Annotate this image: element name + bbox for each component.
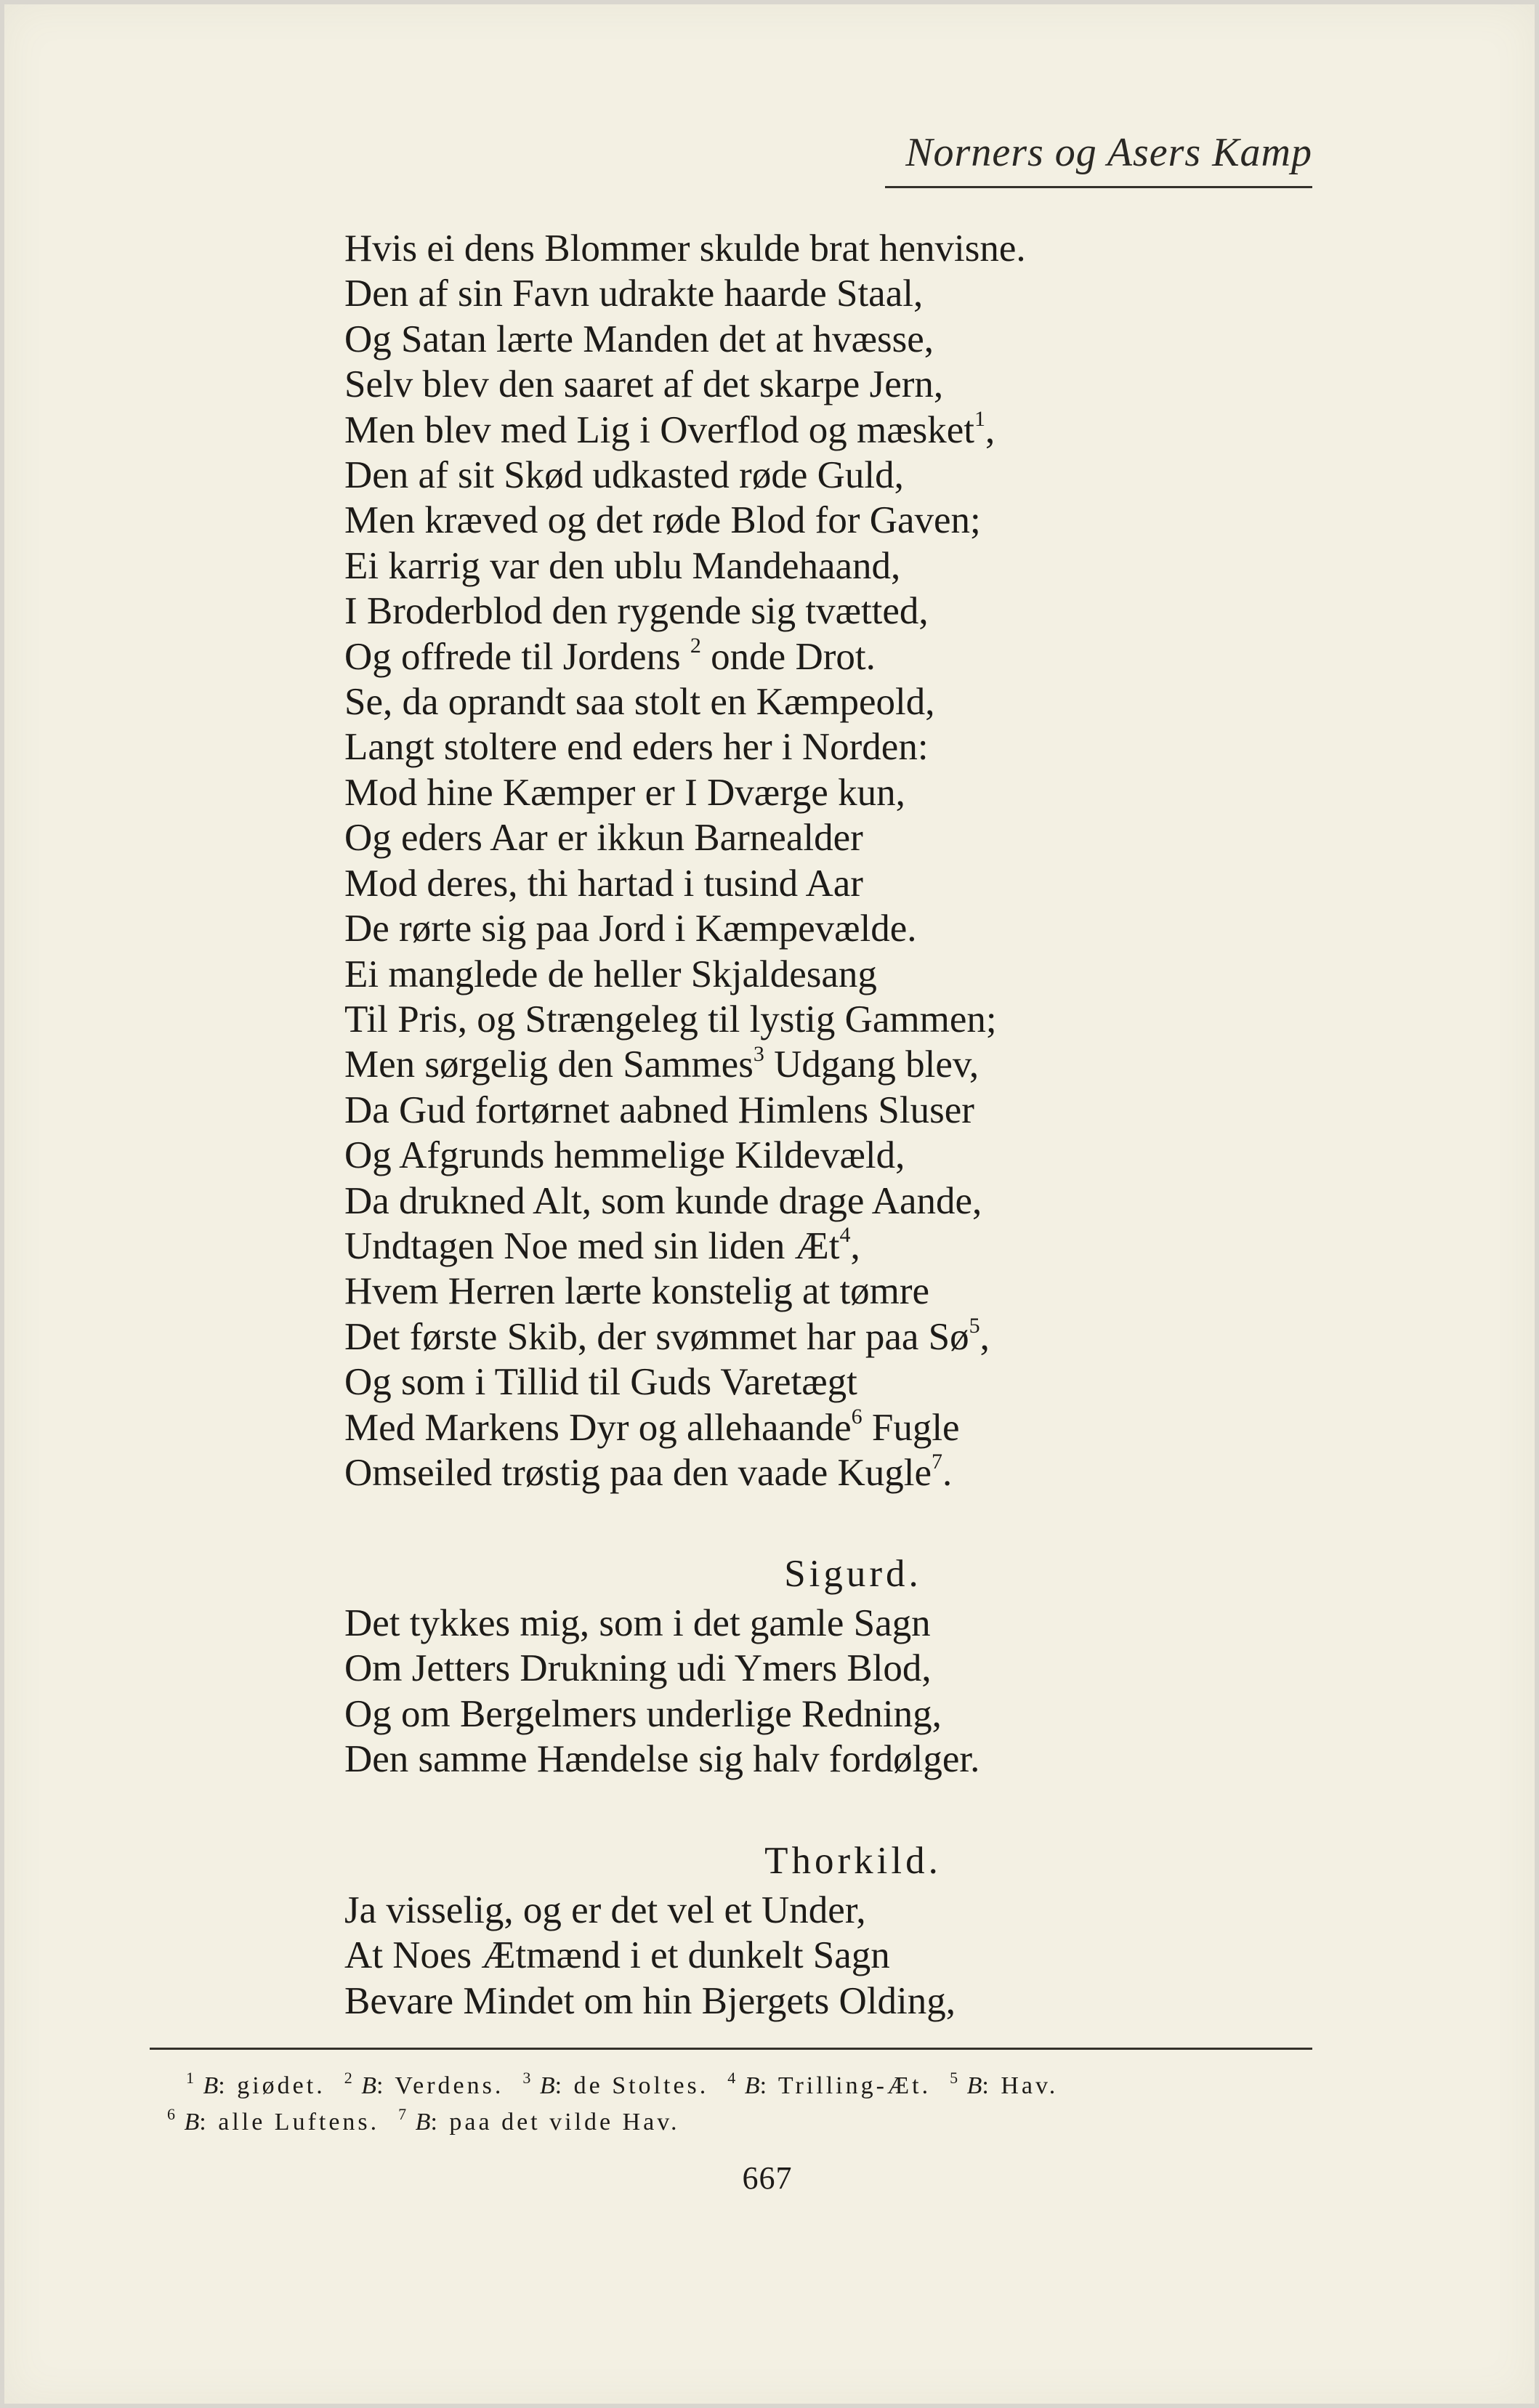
verse-line-text: Men kræved og det røde Blod for Gaven; <box>344 499 981 542</box>
verse-line-text: Og offrede til Jordens <box>344 635 690 678</box>
verse-line <box>344 724 1347 769</box>
verse-line <box>344 498 1347 543</box>
footnote-source: B <box>966 2072 982 2099</box>
verse-line <box>344 1405 1347 1450</box>
verse-line-text: Selv blev den saaret af det skarpe Jern, <box>344 363 944 406</box>
footnote-source: B <box>203 2072 219 2099</box>
book-page <box>4 4 1535 2404</box>
footnote-marker: 5 <box>969 1314 980 1338</box>
verse-line-text: Og som i Tillid til Guds Varetægt <box>344 1361 857 1404</box>
verse-line <box>344 1088 1347 1133</box>
verse-line-text: Det tykkes mig, som i det gamle Sagn <box>344 1602 931 1644</box>
footnote-entry: $^6$ B: alle Luftens. <box>167 2104 380 2136</box>
verse-line <box>344 408 1347 453</box>
verse-line-text: De rørte sig paa Jord i Kæmpevælde. <box>344 908 917 950</box>
footnote-source: B <box>184 2109 200 2136</box>
verse-line <box>344 1359 1347 1405</box>
verse-line <box>344 1179 1347 1224</box>
verse-line-text: Til Pris, og Strængeleg til lystig Gammen; <box>344 998 997 1041</box>
verse-line <box>344 1133 1347 1178</box>
footnotes <box>167 2068 1349 2141</box>
verse-line <box>344 362 1347 407</box>
verse-line-tail: , <box>850 1224 860 1267</box>
footnote-source: B <box>415 2109 431 2136</box>
verse-block-main <box>344 226 1347 1495</box>
footnote-marker: 4 <box>839 1223 851 1248</box>
footnote-line-1 <box>186 2068 1349 2104</box>
verse-line-text: Mod hine Kæmper er I Dværge kun, <box>344 771 905 814</box>
footnote-entry: $^3$ B: de Stoltes. <box>522 2068 709 2099</box>
footnote-entry: $^5$ B: Hav. <box>950 2068 1059 2099</box>
verse-line <box>344 997 1347 1042</box>
page-number: 667 <box>742 2160 793 2196</box>
footnote-text: Trilling-Æt. <box>777 2072 932 2099</box>
verse-line-text: Og Satan lærte Manden det at hvæsse, <box>344 318 934 360</box>
footnote-source: B <box>744 2072 760 2099</box>
verse-line <box>344 226 1347 271</box>
verse-line-text: Og om Bergelmers underlige Redning, <box>344 1692 942 1735</box>
verse-line <box>344 861 1347 906</box>
verse-line <box>344 770 1347 815</box>
speaker-thorkild: Thorkild. <box>764 1840 942 1882</box>
verse-line <box>344 906 1347 951</box>
verse-line <box>344 271 1347 316</box>
footnote-entry: $^4$ B: Trilling-Æt. <box>727 2068 932 2099</box>
verse-line <box>344 1224 1347 1269</box>
verse-line-tail: , <box>985 408 995 451</box>
verse-line-text: Og Afgrunds hemmelige Kildevæld, <box>344 1134 905 1177</box>
verse-line <box>344 1979 1347 2024</box>
verse-line <box>344 1888 1347 1933</box>
verse-line-text: Langt stoltere end eders her i Norden: <box>344 726 929 769</box>
footnote-source: B <box>539 2072 555 2099</box>
verse-line-text: At Noes Ætmænd i et dunkelt Sagn <box>344 1934 890 1977</box>
footnote-text: Verdens. <box>395 2072 504 2099</box>
verse-line-text: Hvis ei dens Blommer skulde brat henvisne. <box>344 227 1026 270</box>
verse-line-text: Den af sit Skød udkasted røde Guld, <box>344 454 904 497</box>
footnote-text: giødet. <box>237 2072 326 2099</box>
footnote-entry: $^2$ B: Verdens. <box>344 2068 504 2099</box>
verse-line-tail: . <box>942 1451 953 1494</box>
footnote-text: de Stoltes. <box>573 2072 709 2099</box>
footnote-entry: $^7$ B: paa det vilde Hav. <box>398 2104 680 2136</box>
verse-line <box>344 1601 1347 1646</box>
footnote-text: Hav. <box>1001 2072 1059 2099</box>
verse-line-text: Om Jetters Drukning udi Ymers Blod, <box>344 1647 932 1690</box>
verse-line-text: Da drukned Alt, som kunde drage Aande, <box>344 1179 982 1222</box>
verse-block-sigurd <box>344 1601 1347 1782</box>
footnote-marker: 2 <box>690 634 701 658</box>
verse-line <box>344 1450 1347 1495</box>
footnote-line-2 <box>167 2104 1349 2141</box>
footnote-number: 5 <box>950 2068 958 2087</box>
footnote-number: 1 <box>186 2068 194 2087</box>
verse-line-text: Undtagen Noe med sin liden Æt <box>344 1224 840 1267</box>
running-head: Norners og Asers Kamp <box>905 130 1312 175</box>
verse-line <box>344 679 1347 724</box>
footnote-entry: $^1$ B: giødet. <box>186 2068 326 2099</box>
verse-line-text: I Broderblod den rygende sig tvætted, <box>344 590 929 633</box>
verse-line <box>344 317 1347 362</box>
verse-line-text: Men sørgelig den Sammes <box>344 1043 754 1086</box>
footnote-marker: 6 <box>851 1404 863 1429</box>
verse-line <box>344 453 1347 498</box>
verse-line-tail: Udgang blev, <box>764 1043 979 1086</box>
verse-line-text: Ei karrig var den ublu Mandehaand, <box>344 544 901 587</box>
verse-line-text: Omseiled trøstig paa den vaade Kugle <box>344 1451 932 1494</box>
verse-line-text: Se, da oprandt saa stolt en Kæmpeold, <box>344 681 935 724</box>
verse-line <box>344 1692 1347 1737</box>
footnote-text: alle Luftens. <box>218 2109 380 2136</box>
verse-line-text: Ja visselig, og er det vel et Under, <box>344 1889 866 1931</box>
verse-line-text: Mod deres, thi hartad i tusind Aar <box>344 862 863 905</box>
verse-line-tail: , <box>979 1315 990 1358</box>
verse-line <box>344 952 1347 997</box>
verse-line-tail: Fugle <box>862 1406 960 1449</box>
footnote-source: B <box>361 2072 376 2099</box>
footnote-number: 6 <box>167 2104 175 2123</box>
verse-line-text: Ei manglede de heller Skjaldesang <box>344 953 877 995</box>
verse-line <box>344 1042 1347 1087</box>
verse-line <box>344 634 1347 679</box>
footnote-text: paa det vilde Hav. <box>449 2109 680 2136</box>
verse-line-text: Den samme Hændelse sig halv fordølger. <box>344 1738 980 1781</box>
footnote-marker: 1 <box>974 406 985 431</box>
verse-line <box>344 1646 1347 1691</box>
verse-line <box>344 1314 1347 1359</box>
verse-line-text: Bevare Mindet om hin Bjergets Olding, <box>344 1979 956 2022</box>
verse-line-text: Men blev med Lig i Overflod og mæsket <box>344 408 974 451</box>
verse-line <box>344 1269 1347 1314</box>
verse-line-text: Det første Skib, der svømmet har paa Sø <box>344 1315 969 1358</box>
verse-line-text: Da Gud fortørnet aabned Himlens Sluser <box>344 1088 974 1131</box>
footnote-number: 4 <box>727 2068 736 2087</box>
verse-line <box>344 544 1347 589</box>
footnote-number: 2 <box>344 2068 352 2087</box>
verse-line <box>344 1737 1347 1782</box>
footnote-marker: 3 <box>753 1041 764 1066</box>
footnote-number: 3 <box>522 2068 531 2087</box>
header-rule <box>885 186 1312 188</box>
verse-line-text: Den af sin Favn udrakte haarde Staal, <box>344 272 924 315</box>
footnote-marker: 7 <box>932 1450 942 1474</box>
verse-line-tail: onde Drot. <box>700 635 876 678</box>
verse-line <box>344 1933 1347 1978</box>
speaker-sigurd: Sigurd. <box>784 1553 922 1595</box>
footnote-number: 7 <box>398 2104 407 2123</box>
verse-line-text: Og eders Aar er ikkun Barnealder <box>344 817 863 860</box>
verse-line-text: Med Markens Dyr og allehaande <box>344 1406 852 1449</box>
verse-line-text: Hvem Herren lærte konstelig at tømre <box>344 1270 930 1313</box>
verse-line <box>344 589 1347 634</box>
verse-block-thorkild <box>344 1888 1347 2024</box>
verse-line <box>344 815 1347 860</box>
footnote-rule <box>150 2048 1312 2050</box>
